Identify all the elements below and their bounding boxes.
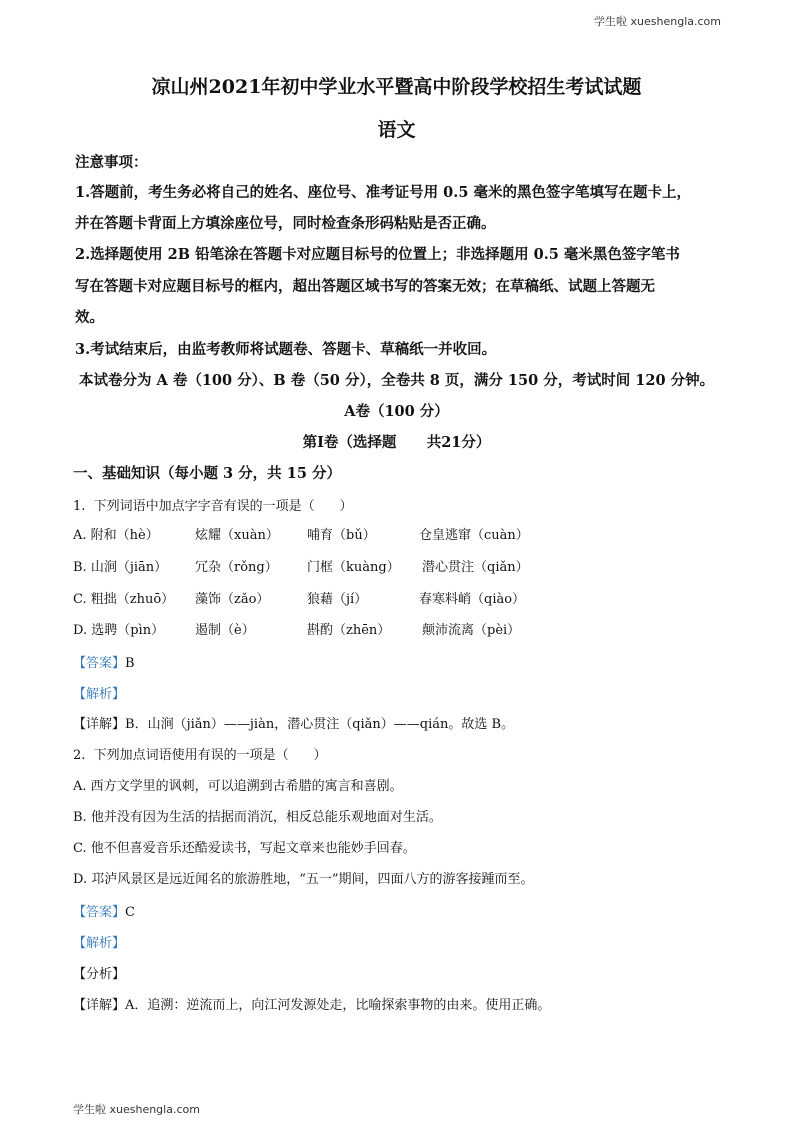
notice-line1a: 1.答题前，考生务必将自己的姓名、座位号、准考证号用 0.5 毫米的黑色签字笔填写在题卡上， — [75, 184, 691, 201]
q1-c-col2: 藻饰（zǎo） — [195, 592, 270, 607]
q1-c-col1: C. 粗拙（zhuō） — [73, 592, 175, 607]
q2-answer-value: C — [125, 905, 135, 920]
q1-b-col1: B. 山涧（jiān） — [73, 560, 168, 575]
header-site: 学生啦 xueshengla.com — [594, 15, 721, 28]
notice-line1b: 并在答题卡背面上方填涂座位号，同时检查条形码粘贴是否正确。 — [75, 215, 496, 232]
q2-option-a: A. 西方文学里的讽刺，可以追溯到古希腊的寓言和喜剧。 — [73, 779, 403, 794]
q1-b-col3: 门框（kuàng） — [307, 560, 400, 575]
q1-c-col3: 狼藉（jí） — [307, 592, 368, 607]
q1-a-col3: 哺育（bǔ） — [307, 528, 376, 543]
q1-analysis-tag: 【解析】 — [73, 687, 126, 702]
q2-option-b: B. 他并没有因为生活的拮据而消沉，相反总能乐观地面对生活。 — [73, 810, 442, 825]
q1-answer-tag: 【答案】 — [73, 656, 126, 671]
q1-a-col2: 炫耀（xuàn） — [195, 528, 279, 543]
q1-answer-value: B — [125, 656, 135, 671]
notice-line2c: 效。 — [75, 309, 104, 326]
q2-analysis-tag: 【解析】 — [73, 936, 126, 951]
q1-stem: 1. 下列词语中加点字字音有误的一项是（ ） — [73, 499, 353, 514]
q1-b-col4: 潜心贯注（qiǎn） — [422, 560, 529, 575]
part1-heading: 第Ⅰ卷（选择题 共21分） — [302, 434, 491, 451]
q1-d-col2: 遏制（è） — [195, 623, 255, 638]
basics-heading: 一、基础知识（每小题 3 分，共 15 分） — [73, 465, 341, 482]
q2-detail-tag: 【详解】 — [73, 998, 126, 1013]
subject-title: 语文 — [377, 119, 416, 141]
q1-detail-tag: 【详解】 — [73, 717, 126, 732]
q1-detail-text: B．山涧（jiǎn）——jiàn，潜心贯注（qiǎn）——qián。故选 B。 — [125, 717, 515, 732]
q1-c-col4: 春寒料峭（qiào） — [419, 592, 526, 607]
notice-line2b: 写在答题卡对应题目标号的框内，超出答题区域书写的答案无效；在草稿纸、试题上答题无 — [75, 278, 655, 295]
notice-line4: 本试卷分为 A 卷（100 分）、B 卷（50 分），全卷共 8 页，满分 150 分，考试时间 120 分钟。 — [79, 372, 715, 389]
q2-option-d: D. 邛泸风景区是远近闻名的旅游胜地，“五一”期间，四面八方的游客接踵而至。 — [73, 872, 534, 887]
notice-heading: 注意事项： — [75, 154, 148, 171]
q2-answer-row — [73, 901, 135, 920]
q1-b-col2: 冗杂（rǒng） — [195, 560, 278, 575]
notice-line3: 3.考试结束后，由监考教师将试题卷、答题卡、草稿纸一并收回。 — [75, 341, 497, 358]
q2-fenxi-tag: 【分析】 — [73, 967, 126, 982]
exam-title: 凉山州2021年初中学业水平暨高中阶段学校招生考试试题 — [151, 76, 642, 98]
q1-answer-row — [73, 652, 135, 671]
q1-a-col1: A. 附和（hè） — [73, 528, 159, 543]
q2-option-c: C. 他不但喜爱音乐还酷爱读书，写起文章来也能妙手回春。 — [73, 841, 416, 856]
q1-d-col1: D. 选聘（pìn） — [73, 623, 165, 638]
section-a-heading: A卷（100 分） — [344, 403, 449, 420]
q2-detail-row — [73, 994, 550, 1013]
q2-stem: 2. 下列加点词语使用有误的一项是（ ） — [73, 748, 327, 763]
q1-detail-row — [73, 713, 514, 732]
footer-site: 学生啦 xueshengla.com — [73, 1103, 200, 1116]
q1-d-col3: 斟酌（zhēn） — [307, 623, 391, 638]
notice-line2a: 2.选择题使用 2B 铅笔涂在答题卡对应题目标号的位置上；非选择题用 0.5 毫米黑色签字笔书 — [75, 246, 680, 263]
q2-answer-tag: 【答案】 — [73, 905, 126, 920]
q2-detail-text: A．追溯：逆流而上，向江河发源处走，比喻探索事物的由来。使用正确。 — [125, 998, 551, 1013]
q1-a-col4: 仓皇逃窜（cuàn） — [419, 528, 529, 543]
q1-d-col4: 颠沛流离（pèi） — [422, 623, 521, 638]
